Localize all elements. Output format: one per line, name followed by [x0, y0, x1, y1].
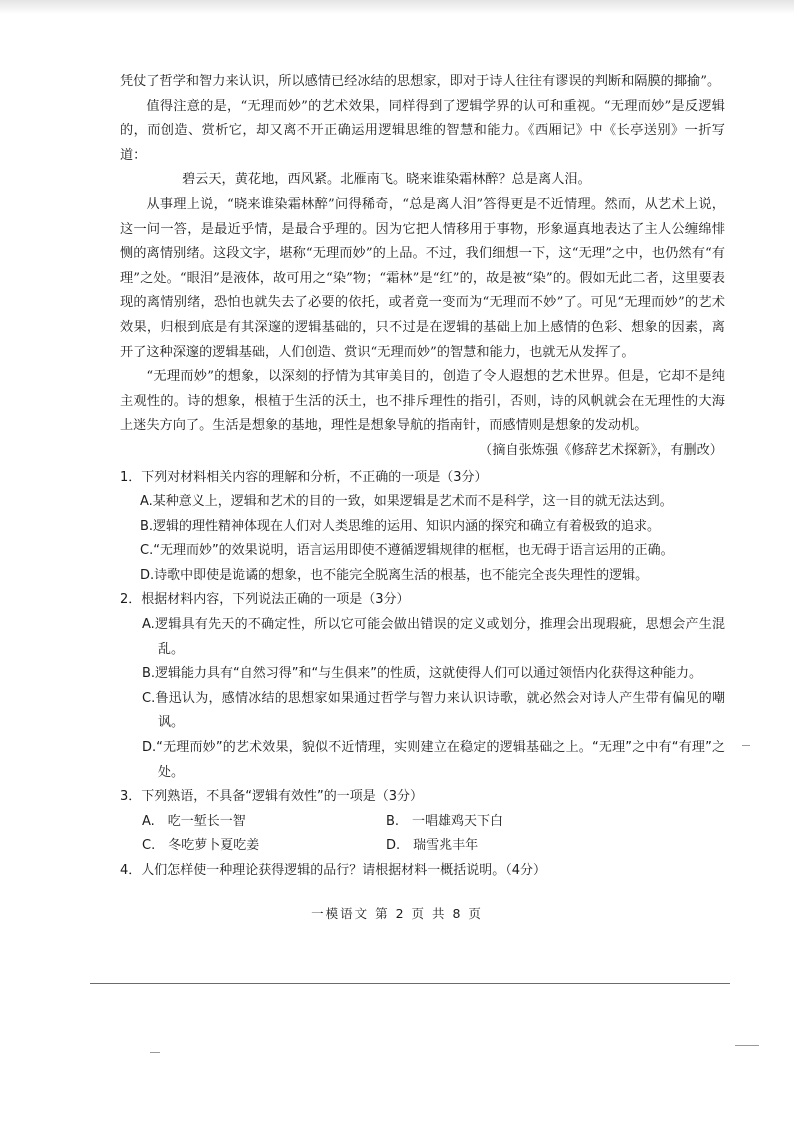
question-1-option-b: B.逻辑的理性精神体现在人们对人类思维的运用、知识内涵的探究和确立有着极致的追求。 — [140, 518, 661, 534]
passage-paragraph-2: 从事理上说，“晓来谁染霜林醉”问得稀奇，“总是离人泪”答得更是不近情理。然而，从艺术上说，这一问一答，是最近乎情，是最合乎理的。因为它把人情移用于事物，形象逼真地表达了主人公缠绵悱恻的离情别绪。这段文字，堪称“无理而妙”的上品。不过，我们细想一下，这“无理”之中，也仍然有“有理”之处。“眼泪”是液体，故可用之“染”物；“霜林”是“红”的，故是被“染”的。假如无此二者，这里要表现的离情别绪，恐怕也就失去了必要的依托，或者竟一变而为“无理而不妙”了。可见“无理而妙”的艺术效果，归根到底是有其深邃的逻辑基础的，只不过是在逻辑的基础上加上感情的色彩、想象的因素，离开了这种深邃的逻辑基础，人们创造、赏识“无理而妙”的智慧和能力，也就无从发挥了。 — [120, 196, 725, 360]
passage-paragraph-3: “无理而妙”的想象，以深刻的抒情为其审美目的，创造了令人遐想的艺术世界。但是，它却不是纯主观性的。诗的想象，根植于生活的沃土，也不排斥理性的指引，否则，诗的风帆就会在无理性的大海上迷失方向了。生活是想象的基地，理性是想象导航的指南针，而感情则是想象的发动机。 — [120, 369, 725, 434]
quoted-poem: 碧云天，黄花地，西风紧。北雁南飞。晓来谁染霜林醉？总是离人泪。 — [182, 172, 591, 188]
exam-page-content — [120, 70, 725, 884]
question-3-option-a: A. 吃一堑长一智 — [142, 813, 246, 829]
scan-speck — [742, 745, 750, 746]
page-bottom-rule — [90, 983, 730, 984]
question-list — [120, 466, 725, 884]
question-1-option-a: A.某种意义上，逻辑和艺术的目的一致，如果逻辑是艺术而不是科学，这一目的就无法达到。 — [140, 494, 673, 510]
passage-paragraph-0: 凭仗了哲学和智力来认识，所以感情已经冰结的思想家，即对于诗人往往有谬误的判断和隔膜的揶揄”。 — [120, 74, 721, 89]
question-2-stem: 2．根据材料内容，下列说法正确的一项是（3分） — [120, 592, 410, 608]
question-2-option-a: A.逻辑具有先天的不确定性，所以它可能会做出错误的定义或划分，推理会出现瑕疵，思想会产生混乱。 — [142, 617, 725, 657]
question-3-option-d: D. 瑞雪兆丰年 — [386, 838, 479, 854]
passage-paragraph-1: 值得注意的是，“无理而妙”的艺术效果，同样得到了逻辑学界的认可和重视。“无理而妙”是反逻辑的，而创造、赏析它，却又离不开正确运用逻辑思维的智慧和能力。《西厢记》中《长亭送别》一折写道： — [120, 98, 725, 163]
question-2-option-c: C.鲁迅认为，感情冰结的思想家如果通过哲学与智力来认识诗歌，就必然会对诗人产生带有偏见的嘲讽。 — [142, 690, 725, 731]
scan-speck — [735, 1045, 759, 1046]
question-2-option-d: D.“无理而妙”的艺术效果，貌似不近情理，实则建立在稳定的逻辑基础之上。“无理”之中有“有理”之处。 — [142, 740, 725, 780]
scan-speck — [150, 1052, 160, 1053]
question-4-stem: 4．人们怎样使一种理论获得逻辑的品行？请根据材料一概括说明。（4分） — [120, 863, 547, 878]
question-2-option-b: B.逻辑能力具有“自然习得”和“与生俱来”的性质，这就使得人们可以通过领悟内化获得这种能力。 — [142, 666, 702, 682]
question-1-stem: 1．下列对材料相关内容的理解和分析，不正确的一项是（3分） — [120, 469, 488, 485]
question-1-option-d: D.诗歌中即使是诡谲的想象，也不能完全脱离生活的根基，也不能完全丧失理性的逻辑。 — [140, 567, 649, 583]
question-3-options — [120, 810, 725, 859]
question-3-option-b: B. 一唱雄鸡天下白 — [386, 813, 504, 829]
question-1-option-c: C.“无理而妙”的效果说明，语言运用即使不遵循逻辑规律的框框，也无碍于语言运用的正确。 — [140, 543, 674, 559]
question-3-stem: 3．下列熟语，不具备“逻辑有效性”的一项是（3分） — [120, 789, 424, 805]
scan-shadow — [0, 0, 794, 14]
page-footer: 一模语文 第 2 页 共 8 页 — [311, 906, 483, 921]
question-3-option-c: C. 冬吃萝卜夏吃姜 — [142, 838, 260, 854]
passage-source: （摘自张炼强《修辞艺术探新》，有删改） — [479, 442, 723, 458]
